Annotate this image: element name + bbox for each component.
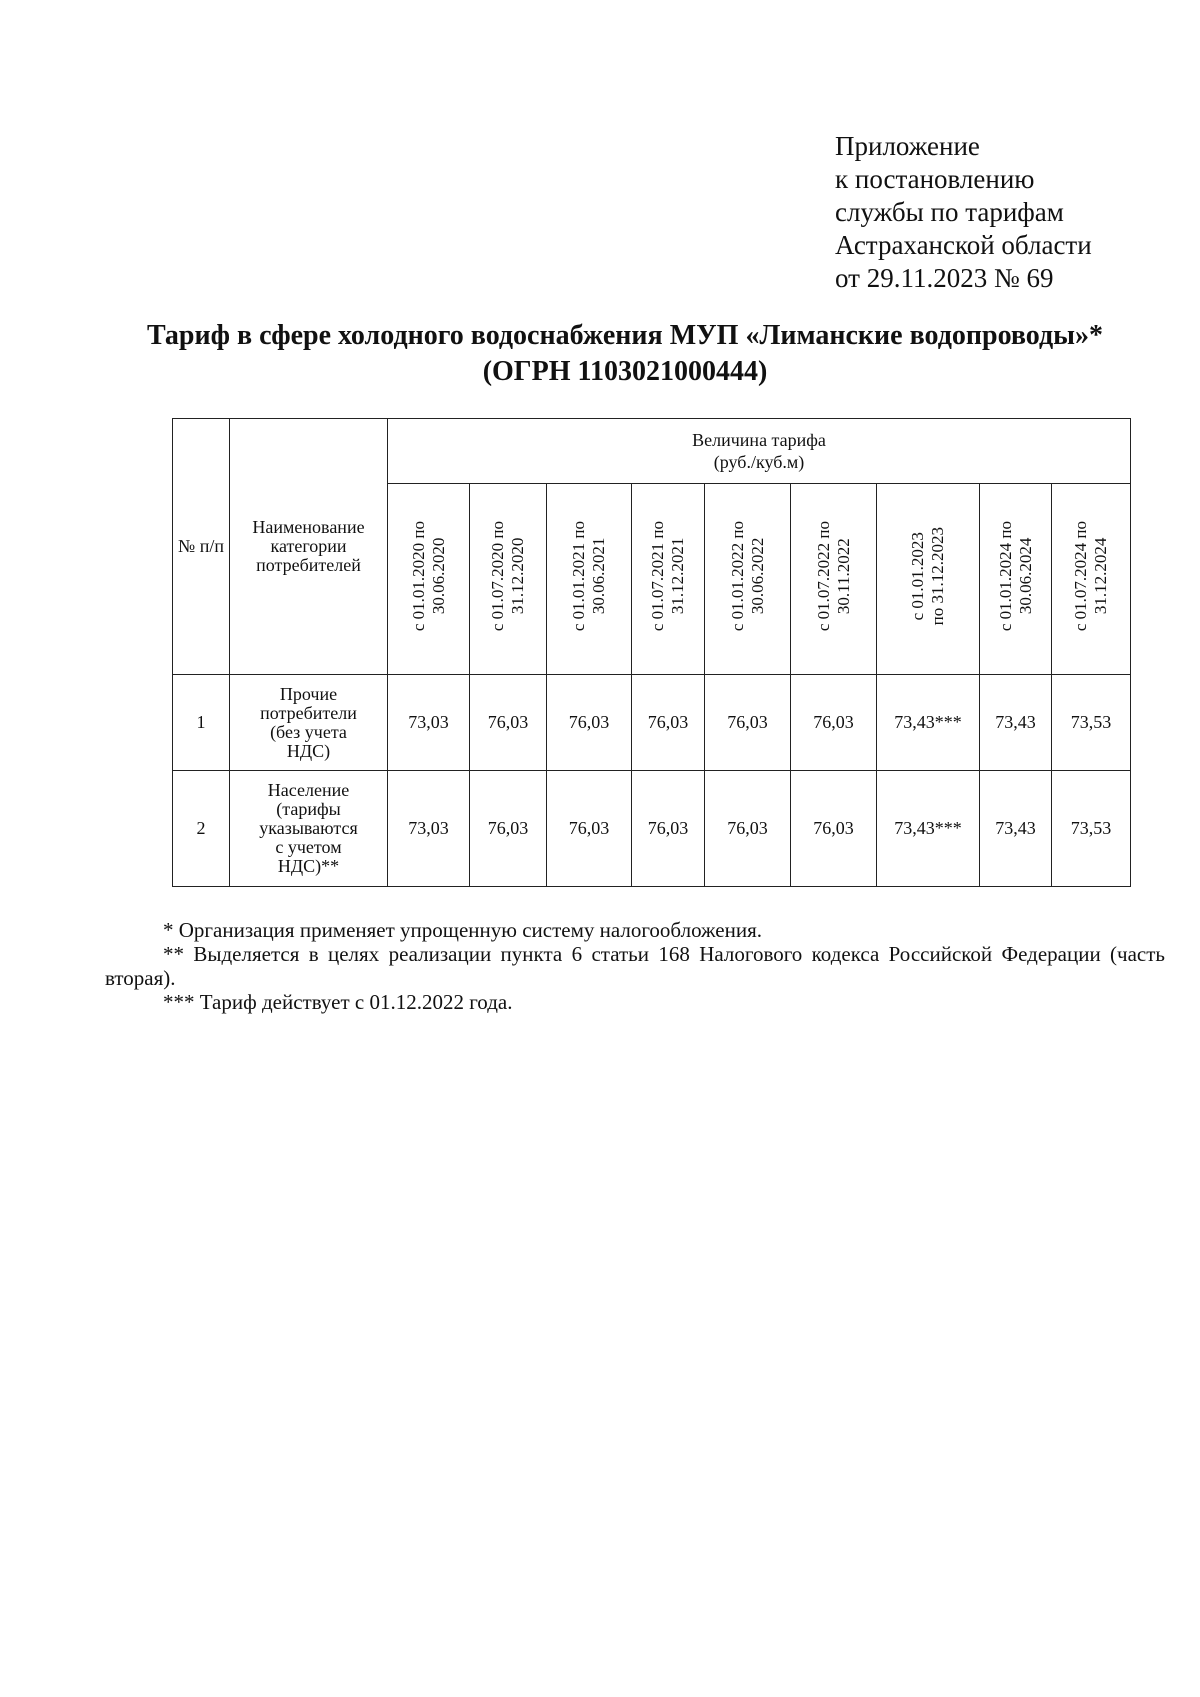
header-tariff-group [388,419,1131,484]
tariff-value: 73,43*** [877,771,980,887]
footnote-2: ** Выделяется в целях реализации пункта 6 статьи 168 Налогового кодекса Российской Федерации (часть вторая). [105,942,1165,990]
tariff-value: 76,03 [632,771,705,887]
tariff-table [172,418,1131,887]
tariff-value: 76,03 [547,771,632,887]
tariff-value: 76,03 [470,771,547,887]
tariff-value: 76,03 [470,675,547,771]
annex-line: Приложение [835,131,980,161]
annex-block [835,130,1092,295]
footnote-1: * Организация применяет упрощенную систему налогообложения. [163,918,762,942]
period-header: с 01.01.2023 по 31.12.2023 [877,484,980,675]
title-line-1: Тариф в сфере холодного водоснабжения МУП «Лиманские водопроводы»* [146,320,1104,351]
period-header: с 01.01.2024 по 30.06.2024 [980,484,1052,675]
annex-line: Астраханской области [835,230,1092,260]
tariff-value: 76,03 [791,675,877,771]
tariff-value: 73,43*** [877,675,980,771]
period-header: с 01.07.2024 по 31.12.2024 [1052,484,1131,675]
row-category: Прочие потребители (без учета НДС) [230,675,388,771]
tariff-value: 73,53 [1052,675,1131,771]
tariff-value: 73,53 [1052,771,1131,887]
tariff-value: 73,03 [388,675,470,771]
period-header: с 01.01.2020 по 30.06.2020 [388,484,470,675]
title-line-2: (ОГРН 1103021000444) [482,356,768,387]
tariff-value: 76,03 [791,771,877,887]
tariff-value: 76,03 [705,771,791,887]
tariff-value: 73,03 [388,771,470,887]
tariff-group-title: Величина тарифа [692,430,826,450]
period-header: с 01.01.2022 по 30.06.2022 [705,484,791,675]
period-header: с 01.07.2021 по 31.12.2021 [632,484,705,675]
tariff-value: 76,03 [547,675,632,771]
footnote-3: *** Тариф действует с 01.12.2022 года. [163,990,513,1014]
table-row [173,771,1131,887]
row-num: 1 [173,675,230,771]
tariff-value: 73,43 [980,771,1052,887]
period-header: с 01.07.2020 по 31.12.2020 [470,484,547,675]
row-category: Население (тарифы указываются с учетом НДС)** [230,771,388,887]
tariff-group-unit: (руб./куб.м) [713,452,805,472]
period-header: с 01.01.2021 по 30.06.2021 [547,484,632,675]
header-num: № п/п [173,419,230,675]
tariff-value: 76,03 [632,675,705,771]
header-category: Наименование категории потребителей [230,419,388,675]
annex-line: от 29.11.2023 № 69 [835,263,1054,293]
period-header: с 01.07.2022 по 30.11.2022 [791,484,877,675]
annex-line: к постановлению [835,164,1035,194]
table-row [173,675,1131,771]
row-num: 2 [173,771,230,887]
tariff-value: 76,03 [705,675,791,771]
tariff-value: 73,43 [980,675,1052,771]
footnotes [105,918,1165,1014]
annex-line: службы по тарифам [835,197,1064,227]
document-title [120,318,1130,390]
